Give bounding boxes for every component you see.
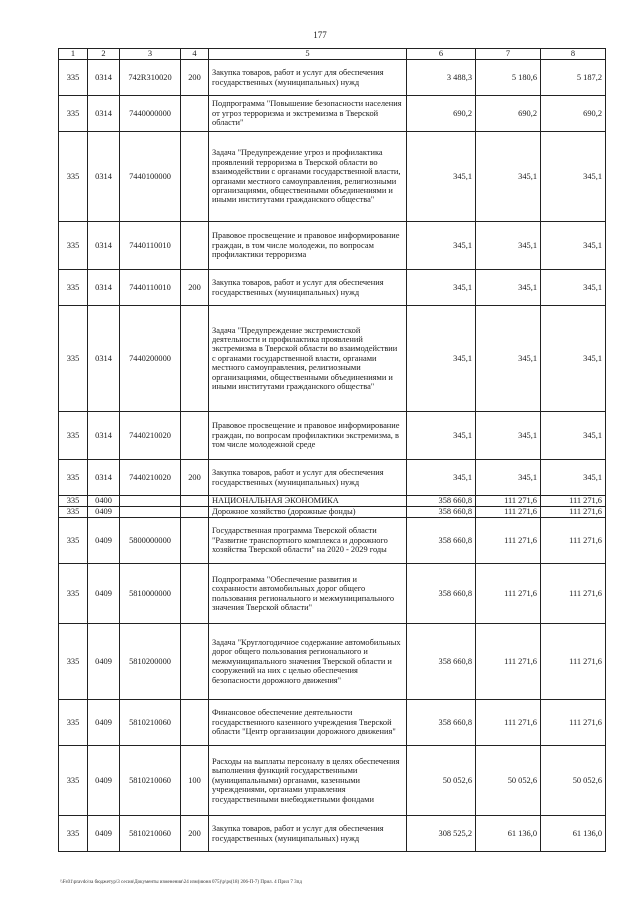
column-header: 2 (88, 49, 120, 60)
cell-section-code: 0314 (88, 460, 120, 496)
cell-section-code: 0409 (88, 746, 120, 816)
cell-amount-1: 358 660,8 (407, 700, 476, 746)
cell-expense-type: 200 (181, 460, 209, 496)
table-row (59, 460, 606, 496)
cell-target-code: 7440210020 (120, 460, 181, 496)
cell-target-code: 7440210020 (120, 412, 181, 460)
cell-amount-2: 345,1 (476, 222, 541, 270)
cell-amount-3: 5 187,2 (541, 60, 606, 96)
cell-amount-1: 3 488,3 (407, 60, 476, 96)
cell-description: Задача "Предупреждение экстремистской деятельности и профилактика проявлений экстремизма в Тверской области во взаимодействии с органами государственной власти, органами местного самоуправления, религиозными организациями, общественными объединениями и иными институтами гражданского общества" (209, 306, 407, 412)
cell-amount-2: 5 180,6 (476, 60, 541, 96)
cell-amount-1: 358 660,8 (407, 564, 476, 624)
table-row (59, 518, 606, 564)
cell-amount-2: 111 271,6 (476, 496, 541, 507)
cell-expense-type (181, 624, 209, 700)
cell-target-code: 7440100000 (120, 132, 181, 222)
cell-amount-2: 345,1 (476, 460, 541, 496)
cell-amount-1: 345,1 (407, 222, 476, 270)
budget-table (58, 48, 606, 852)
cell-admin-code: 335 (59, 96, 88, 132)
cell-target-code: 7440000000 (120, 96, 181, 132)
cell-admin-code: 335 (59, 816, 88, 852)
cell-expense-type (181, 496, 209, 507)
cell-section-code: 0409 (88, 518, 120, 564)
cell-amount-2: 111 271,6 (476, 700, 541, 746)
cell-amount-2: 690,2 (476, 96, 541, 132)
table-row (59, 306, 606, 412)
cell-admin-code: 335 (59, 624, 88, 700)
cell-admin-code: 335 (59, 132, 88, 222)
cell-expense-type (181, 700, 209, 746)
cell-description: НАЦИОНАЛЬНАЯ ЭКОНОМИКА (209, 496, 407, 507)
cell-admin-code: 335 (59, 518, 88, 564)
cell-expense-type (181, 564, 209, 624)
table-row (59, 816, 606, 852)
cell-expense-type: 200 (181, 816, 209, 852)
cell-target-code (120, 496, 181, 507)
cell-target-code: 7440200000 (120, 306, 181, 412)
cell-admin-code: 335 (59, 270, 88, 306)
cell-amount-2: 111 271,6 (476, 507, 541, 518)
cell-section-code: 0400 (88, 496, 120, 507)
table-row (59, 564, 606, 624)
cell-target-code: 7440110010 (120, 222, 181, 270)
cell-amount-3: 345,1 (541, 270, 606, 306)
table-row (59, 700, 606, 746)
cell-amount-2: 345,1 (476, 270, 541, 306)
cell-expense-type (181, 412, 209, 460)
cell-amount-3: 345,1 (541, 460, 606, 496)
cell-section-code: 0409 (88, 507, 120, 518)
cell-target-code: 5810210060 (120, 700, 181, 746)
cell-expense-type (181, 518, 209, 564)
cell-expense-type (181, 222, 209, 270)
cell-description: Расходы на выплаты персоналу в целях обеспечения выполнения функций государственными (муниципальными) органами, казенными учреждениями, органами управления государственными внебюджетными фондами (209, 746, 407, 816)
cell-description: Задача "Предупреждение угроз и профилактика проявлений терроризма в Тверской области во взаимодействии с органами государственной власти, органами местного самоуправления, религиозными организациями, общественными объединениями и иными институтами гражданского общества" (209, 132, 407, 222)
cell-section-code: 0314 (88, 132, 120, 222)
column-header: 4 (181, 49, 209, 60)
column-header: 7 (476, 49, 541, 60)
cell-description: Финансовое обеспечение деятельности государственного казенного учреждения Тверской области "Центр организации дорожного движения" (209, 700, 407, 746)
cell-description: Подпрограмма "Обеспечение развития и сохранности автомобильных дорог общего пользования регионального и межмуниципального значения Тверской области" (209, 564, 407, 624)
cell-amount-1: 358 660,8 (407, 624, 476, 700)
cell-target-code: 5810000000 (120, 564, 181, 624)
cell-section-code: 0314 (88, 306, 120, 412)
cell-amount-2: 111 271,6 (476, 518, 541, 564)
column-header: 3 (120, 49, 181, 60)
cell-amount-2: 50 052,6 (476, 746, 541, 816)
cell-section-code: 0314 (88, 412, 120, 460)
cell-target-code: 5810210060 (120, 746, 181, 816)
cell-admin-code: 335 (59, 700, 88, 746)
cell-admin-code: 335 (59, 306, 88, 412)
cell-admin-code: 335 (59, 746, 88, 816)
cell-amount-3: 690,2 (541, 96, 606, 132)
table-row (59, 624, 606, 700)
cell-amount-3: 111 271,6 (541, 518, 606, 564)
cell-section-code: 0409 (88, 564, 120, 624)
cell-target-code: 5810210060 (120, 816, 181, 852)
cell-amount-1: 50 052,6 (407, 746, 476, 816)
cell-amount-2: 345,1 (476, 306, 541, 412)
cell-amount-1: 358 660,8 (407, 507, 476, 518)
cell-description: Закупка товаров, работ и услуг для обеспечения государственных (муниципальных) нужд (209, 60, 407, 96)
cell-section-code: 0409 (88, 624, 120, 700)
cell-admin-code: 335 (59, 412, 88, 460)
cell-description: Правовое просвещение и правовое информирование граждан, в том числе молодежи, по вопросам профилактики терроризма (209, 222, 407, 270)
table-row (59, 507, 606, 518)
column-header: 6 (407, 49, 476, 60)
column-header: 1 (59, 49, 88, 60)
table-row (59, 60, 606, 96)
cell-target-code: 5800000000 (120, 518, 181, 564)
cell-amount-3: 345,1 (541, 412, 606, 460)
cell-amount-3: 345,1 (541, 306, 606, 412)
column-header: 5 (209, 49, 407, 60)
column-header: 8 (541, 49, 606, 60)
cell-amount-2: 345,1 (476, 412, 541, 460)
table-row (59, 412, 606, 460)
cell-expense-type: 200 (181, 60, 209, 96)
table-row (59, 96, 606, 132)
cell-section-code: 0314 (88, 222, 120, 270)
cell-amount-3: 111 271,6 (541, 496, 606, 507)
cell-admin-code: 335 (59, 460, 88, 496)
cell-description: Правовое просвещение и правовое информирование граждан, по вопросам профилактики экстремизма, в том числе молодежной среде (209, 412, 407, 460)
cell-expense-type (181, 507, 209, 518)
cell-amount-3: 345,1 (541, 132, 606, 222)
cell-target-code (120, 507, 181, 518)
cell-description: Подпрограмма "Повышение безопасности населения от угроз терроризма и экстремизма в Тверской области" (209, 96, 407, 132)
cell-amount-1: 345,1 (407, 270, 476, 306)
cell-amount-1: 308 525,2 (407, 816, 476, 852)
table-row (59, 270, 606, 306)
cell-amount-3: 61 136,0 (541, 816, 606, 852)
table-row (59, 746, 606, 816)
cell-description: Закупка товаров, работ и услуг для обеспечения государственных (муниципальных) нужд (209, 270, 407, 306)
cell-section-code: 0314 (88, 60, 120, 96)
file-path-footer: \\Fs01\pravdo\за бюджетур\3 сесия\Документы изменения\24 изм(июня 075)\р\рs(18) 206-П-7) Прил. 4 Прил 7 3пд (60, 880, 302, 885)
table-row (59, 496, 606, 507)
cell-description: Государственная программа Тверской области "Развитие транспортного комплекса и дорожного хозяйства Тверской области" на 2020 - 2029 годы (209, 518, 407, 564)
cell-amount-3: 111 271,6 (541, 700, 606, 746)
cell-amount-3: 50 052,6 (541, 746, 606, 816)
cell-amount-1: 345,1 (407, 460, 476, 496)
cell-amount-1: 358 660,8 (407, 518, 476, 564)
cell-amount-1: 690,2 (407, 96, 476, 132)
cell-admin-code: 335 (59, 564, 88, 624)
cell-description: Закупка товаров, работ и услуг для обеспечения государственных (муниципальных) нужд (209, 460, 407, 496)
cell-amount-3: 111 271,6 (541, 624, 606, 700)
cell-amount-1: 345,1 (407, 306, 476, 412)
cell-description: Закупка товаров, работ и услуг для обеспечения государственных (муниципальных) нужд (209, 816, 407, 852)
cell-target-code: 7440110010 (120, 270, 181, 306)
cell-amount-2: 61 136,0 (476, 816, 541, 852)
cell-description: Задача "Круглогодичное содержание автомобильных дорог общего пользования регионального и межмуниципального значения Тверской области и сооружений на них с целью обеспечения безопасности дорожного движения" (209, 624, 407, 700)
cell-amount-2: 111 271,6 (476, 564, 541, 624)
table-header-row (59, 49, 606, 60)
cell-amount-1: 358 660,8 (407, 496, 476, 507)
table-row (59, 132, 606, 222)
page-number: 177 (313, 30, 327, 40)
cell-expense-type: 200 (181, 270, 209, 306)
cell-admin-code: 335 (59, 60, 88, 96)
cell-target-code: 742R310020 (120, 60, 181, 96)
cell-description: Дорожное хозяйство (дорожные фонды) (209, 507, 407, 518)
cell-amount-3: 111 271,6 (541, 564, 606, 624)
cell-expense-type (181, 306, 209, 412)
cell-target-code: 5810200000 (120, 624, 181, 700)
cell-expense-type (181, 132, 209, 222)
cell-amount-1: 345,1 (407, 412, 476, 460)
cell-admin-code: 335 (59, 222, 88, 270)
table-row (59, 222, 606, 270)
cell-section-code: 0314 (88, 96, 120, 132)
cell-section-code: 0314 (88, 270, 120, 306)
cell-expense-type: 100 (181, 746, 209, 816)
cell-section-code: 0409 (88, 700, 120, 746)
cell-admin-code: 335 (59, 507, 88, 518)
cell-expense-type (181, 96, 209, 132)
cell-admin-code: 335 (59, 496, 88, 507)
cell-amount-3: 111 271,6 (541, 507, 606, 518)
cell-amount-3: 345,1 (541, 222, 606, 270)
cell-amount-2: 345,1 (476, 132, 541, 222)
cell-section-code: 0409 (88, 816, 120, 852)
cell-amount-1: 345,1 (407, 132, 476, 222)
cell-amount-2: 111 271,6 (476, 624, 541, 700)
